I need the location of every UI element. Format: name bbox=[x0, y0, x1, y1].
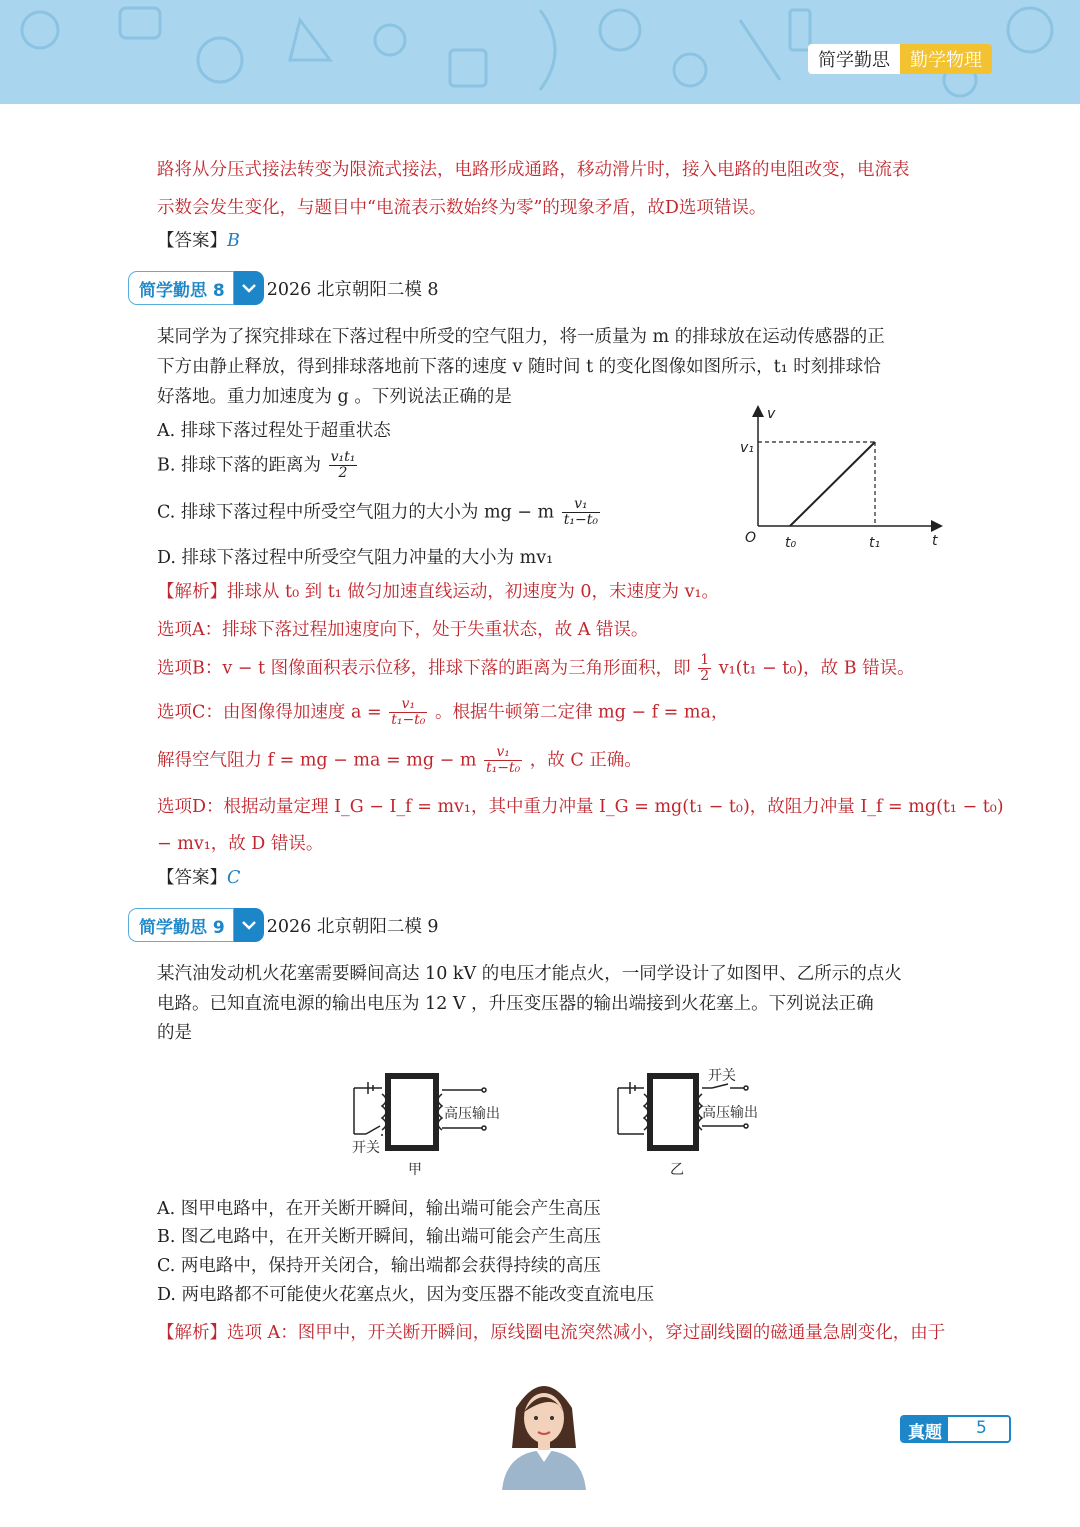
solution-b-tail: v₁(t₁ − t₀)，故 B 错误。 bbox=[718, 658, 915, 679]
x-axis-label: t bbox=[932, 533, 938, 549]
q9-option-b: B. 图乙电路中，在开关断开瞬间，输出端可能会产生高压 bbox=[157, 1227, 601, 1247]
q8-solution-line-1: 【解析】排球从 t₀ 到 t₁ 做匀加速直线运动，初速度为 0，末速度为 v₁。 bbox=[157, 582, 720, 602]
answer-label: 【答案】 bbox=[157, 868, 227, 888]
chevron-down-icon[interactable] bbox=[234, 271, 264, 305]
solution-c-text: 选项C：由图像得加速度 a = bbox=[157, 702, 382, 723]
option-b-text: B. 排球下落的距离为 bbox=[157, 455, 321, 476]
question-tag-label: 简学勤思 9 bbox=[128, 908, 234, 942]
drag-denominator: t₁−t₀ bbox=[486, 760, 521, 777]
prev-solution-line-2: 示数会发生变化，与题目中“电流表示数始终为零”的现象矛盾，故D选项错误。 bbox=[157, 198, 767, 218]
answer-label: 【答案】 bbox=[157, 231, 227, 251]
y-axis-label: v bbox=[767, 406, 776, 422]
circuit-b-output-label: 高压输出 bbox=[702, 1105, 758, 1121]
brand-left: 简学勤思 bbox=[808, 44, 900, 74]
q8-answer bbox=[157, 870, 240, 888]
question-tag-label: 简学勤思 8 bbox=[128, 271, 234, 305]
q9-option-c: C. 两电路中，保持开关闭合，输出端都会获得持续的高压 bbox=[157, 1256, 601, 1276]
q8-solution-line-7: − mv₁，故 D 错误。 bbox=[157, 834, 324, 854]
solution-f-text: 解得空气阻力 f = mg − ma = mg − m bbox=[157, 750, 477, 771]
q8-option-b bbox=[157, 450, 359, 482]
q8-solution-line-2: 选项A：排球下落过程加速度向下，处于失重状态，故 A 错误。 bbox=[157, 620, 649, 640]
q9-stem-line-3: 的是 bbox=[157, 1023, 192, 1043]
half-denominator: 2 bbox=[700, 668, 710, 685]
circuit-b-caption: 乙 bbox=[670, 1162, 684, 1178]
circuit-a-caption: 甲 bbox=[408, 1162, 422, 1178]
option-b-numerator: v₁t₁ bbox=[330, 449, 356, 465]
accel-numerator: v₁ bbox=[389, 697, 427, 713]
question-9-tag bbox=[128, 908, 439, 942]
page-number: 5 bbox=[948, 1417, 1009, 1441]
q9-stem-line-2: 电路。已知直流电源的输出电压为 12 V ，升压变压器的输出端接到火花塞上。下列说法正确 bbox=[157, 994, 874, 1014]
solution-c-tail: 。根据牛顿第二定律 mg − f = ma， bbox=[435, 702, 729, 723]
brand-badge bbox=[808, 44, 992, 74]
option-c-numerator: v₁ bbox=[562, 497, 600, 513]
question-source: 2026 北京朝阳二模 9 bbox=[266, 916, 439, 937]
question-source: 2026 北京朝阳二模 8 bbox=[266, 279, 439, 300]
accel-denominator: t₁−t₀ bbox=[391, 712, 426, 729]
q9-option-d: D. 两电路都不可能使火花塞点火，因为变压器不能改变直流电压 bbox=[157, 1285, 655, 1305]
q9-solution-line-1: 【解析】选项 A：图甲中，开关断开瞬间，原线圈电流突然减小，穿过副线圈的磁通量急剧变化，由于 bbox=[157, 1323, 946, 1343]
origin-label: O bbox=[745, 530, 757, 546]
q8-stem-line-1: 某同学为了探究排球在下落过程中所受的空气阻力，将一质量为 m 的排球放在运动传感器的正 bbox=[157, 327, 885, 347]
prev-answer bbox=[157, 233, 240, 251]
q8-option-a: A. 排球下落过程处于超重状态 bbox=[157, 421, 391, 441]
teacher-avatar bbox=[496, 1368, 592, 1490]
velocity-line bbox=[790, 442, 875, 526]
q8-stem-line-3: 好落地。重力加速度为 g 。下列说法正确的是 bbox=[157, 387, 512, 407]
q8-solution-line-6: 选项D：根据动量定理 I_G − I_f = mv₁，其中重力冲量 I_G = mg(t₁ − t₀)，故阻力冲量 I_f = mg(t₁ − t₀) bbox=[157, 797, 1004, 817]
page-badge-label: 真题 bbox=[902, 1417, 948, 1441]
question-8-tag bbox=[128, 271, 439, 305]
circuit-b-switch-label: 开关 bbox=[708, 1068, 736, 1084]
velocity-time-graph bbox=[735, 400, 950, 555]
circuit-a-switch-label: 开关 bbox=[352, 1140, 380, 1156]
t0-label: t₀ bbox=[785, 535, 797, 551]
option-c-denominator: t₁−t₀ bbox=[563, 512, 598, 529]
option-b-denominator: 2 bbox=[338, 465, 348, 482]
chevron-down-icon[interactable] bbox=[234, 908, 264, 942]
q8-solution-line-3 bbox=[157, 653, 915, 685]
header-banner bbox=[0, 0, 1080, 104]
prev-solution-line-1: 路将从分压式接法转变为限流式接法，电路形成通路，移动滑片时，接入电路的电阻改变，电流表 bbox=[157, 160, 910, 180]
v1-label: v₁ bbox=[740, 440, 754, 456]
q9-option-a: A. 图甲电路中，在开关断开瞬间，输出端可能会产生高压 bbox=[157, 1199, 601, 1219]
answer-value: B bbox=[227, 231, 240, 251]
circuit-a-output-label: 高压输出 bbox=[444, 1106, 500, 1122]
drag-numerator: v₁ bbox=[484, 745, 522, 761]
q8-option-d: D. 排球下落过程中所受空气阻力冲量的大小为 mv₁ bbox=[157, 548, 554, 568]
brand-right: 勤学物理 bbox=[900, 44, 992, 74]
solution-b-text: 选项B：v − t 图像面积表示位移，排球下落的距离为三角形面积，即 bbox=[157, 658, 691, 679]
q9-stem-line-1: 某汽油发动机火花塞需要瞬间高达 10 kV 的电压才能点火，一同学设计了如图甲、乙所示的点火 bbox=[157, 964, 902, 984]
q8-stem-line-2: 下方由静止释放，得到排球落地前下落的速度 v 随时间 t 的变化图像如图所示，t₁ 时刻排球恰 bbox=[157, 357, 881, 377]
t1-label: t₁ bbox=[869, 535, 881, 551]
q8-solution-line-4 bbox=[157, 697, 728, 729]
answer-value: C bbox=[227, 868, 241, 888]
q8-option-c bbox=[157, 497, 602, 529]
option-c-text: C. 排球下落过程中所受空气阻力的大小为 mg − m bbox=[157, 502, 555, 523]
solution-f-tail: ，故 C 正确。 bbox=[529, 750, 642, 771]
half-numerator: 1 bbox=[700, 652, 710, 668]
q8-solution-line-5 bbox=[157, 745, 642, 777]
ignition-circuit-figures bbox=[340, 1062, 790, 1180]
page-badge bbox=[900, 1415, 1011, 1443]
